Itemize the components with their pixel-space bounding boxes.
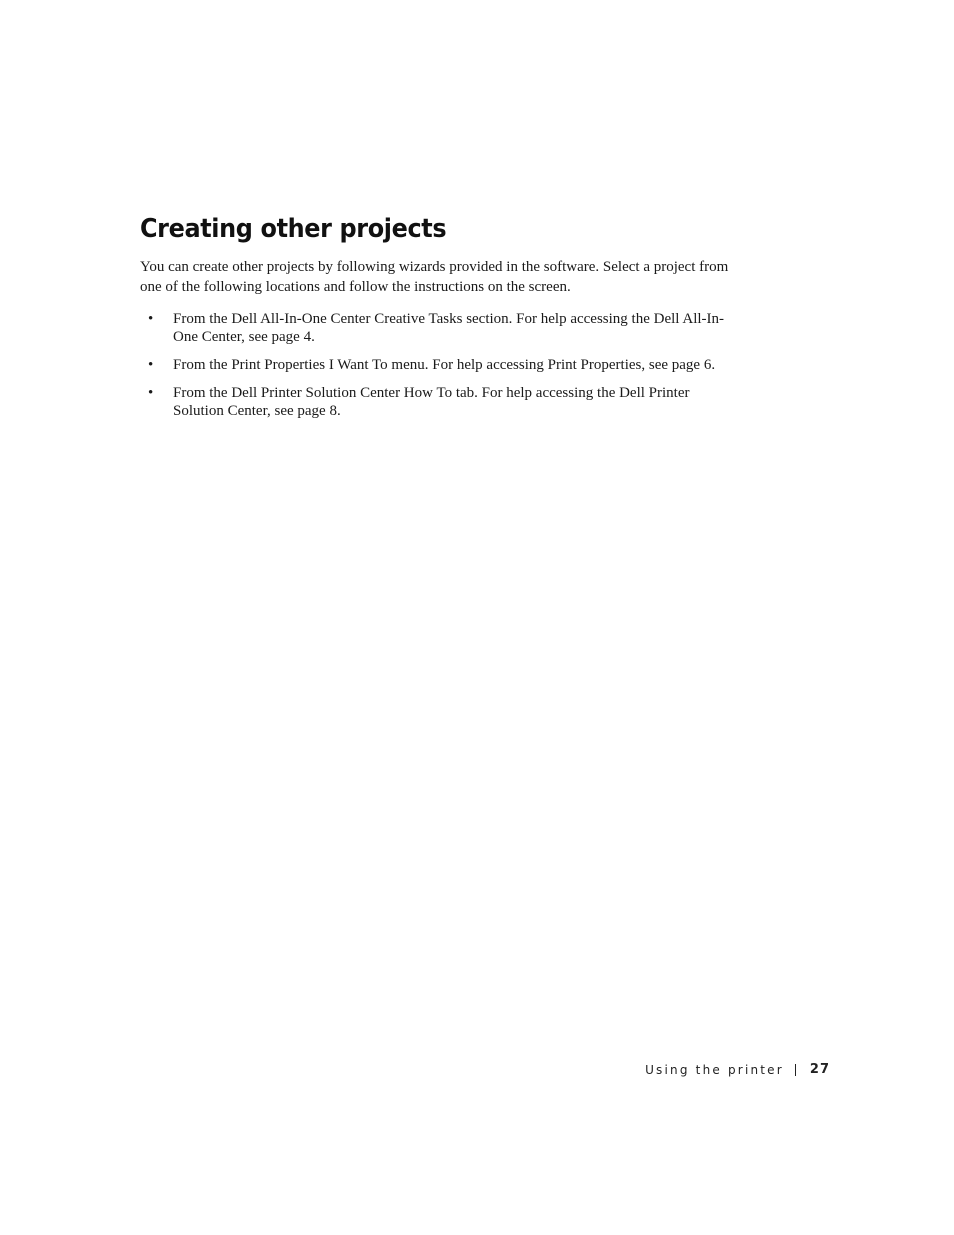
footer-divider: [795, 1064, 796, 1076]
location-list: [140, 310, 740, 430]
page-footer: [645, 1062, 830, 1077]
list-item-text: From the Print Properties I Want To menu. For help accessing Print Properties, see page 6.: [173, 357, 716, 373]
list-item: [140, 356, 740, 374]
list-item-text: From the Dell All-In-One Center Creative Tasks section. For help accessing the Dell All-In-One Center, see page 4.: [173, 311, 725, 345]
bullet-icon: •: [148, 357, 154, 373]
page-number: 27: [809, 1062, 830, 1077]
list-item: [140, 384, 740, 420]
list-item-text: From the Dell Printer Solution Center How To tab. For help accessing the Dell Printer Solution Center, see page 8.: [173, 385, 690, 419]
page-heading: Creating other projects: [140, 214, 447, 244]
list-item: [140, 310, 740, 346]
bullet-icon: •: [148, 385, 154, 401]
bullet-icon: •: [148, 311, 154, 327]
intro-paragraph: You can create other projects by following wizards provided in the software. Select a project from one of the following locations and follow the instructions on the screen.: [140, 259, 729, 295]
footer-section-title: Using the printer: [645, 1062, 784, 1077]
